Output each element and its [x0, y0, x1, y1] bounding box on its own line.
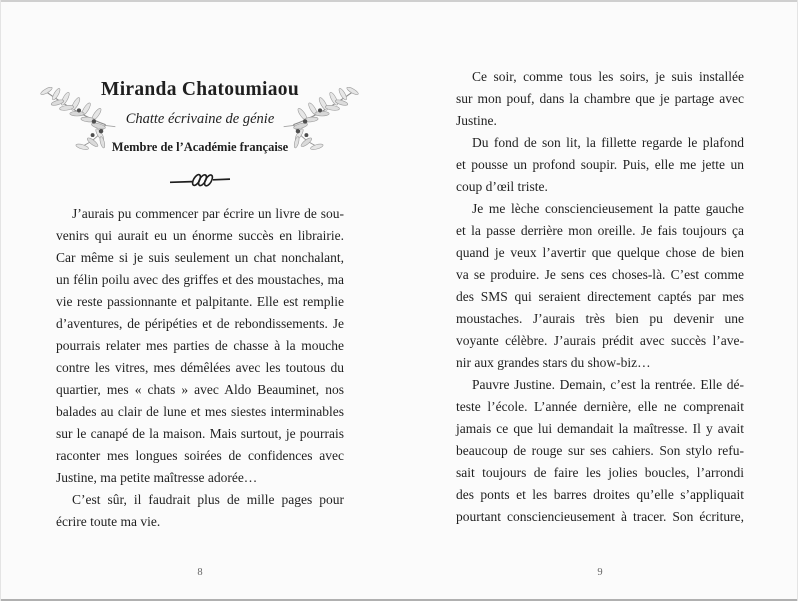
text-line: raconter mes longues soirées de confidences avec: [56, 448, 344, 463]
page-right: [399, 0, 798, 601]
text-line: sur le canapé de la maison. Mais surtout, je pourrais: [56, 426, 344, 441]
text-line: sait toujours de faire les jolies boucles, l’arrondi: [456, 465, 744, 480]
right-page-body: [456, 66, 744, 528]
squiggle-knot-divider-icon: [169, 172, 231, 188]
text-line: coup d’œil triste.: [456, 179, 548, 194]
text-line: Pauvre Justine. Demain, c’est la rentrée. Elle dé-: [472, 377, 744, 392]
left-page-body: [56, 203, 344, 533]
text-line: balades au clair de lune et mes siestes interminables: [56, 404, 344, 419]
text-line: écrire toute ma vie.: [56, 514, 161, 529]
left-page-number: 8: [197, 567, 203, 578]
text-line: pourrais relater mes parties de chasse à la mouche: [56, 338, 344, 353]
text-line: jamais ce que lui demandait la maîtresse. Il y avait: [456, 421, 744, 436]
chapter-author-name: Miranda Chatoumiaou: [100, 79, 299, 100]
chapter-author-affiliation: Membre de l’Académie française: [111, 140, 289, 154]
text-line: un félin poilu avec des griffes et des moustaches, ma: [56, 272, 344, 287]
text-line: nir aux grandes stars du show-biz…: [456, 355, 651, 370]
section-divider: [56, 172, 344, 190]
text-line: Je me lèche consciencieusement la patte gauche: [472, 201, 744, 216]
text-line: va se produire. Je sens ces choses-là. C’est comme: [456, 267, 744, 282]
text-line: Car même si je suis seulement un chat nonchalant,: [56, 250, 344, 265]
text-line: contre les vitres, mes démêlées avec les toutous du: [56, 360, 344, 375]
text-line: et pousse un profond soupir. Puis, elle me jette un: [456, 157, 744, 172]
text-line: beaucoup de rouge sur ses cahiers. Son stylo refu-: [456, 443, 744, 458]
text-line: quand je veux l’avertir que quelque chose de bien: [456, 245, 744, 260]
text-line: Ce soir, comme tous les soirs, je suis installée: [472, 69, 744, 84]
text-line: des SMS qui seraient directement captés par mes: [456, 289, 744, 304]
text-line: d’aventures, de péripéties et de rebondissements. Je: [56, 316, 344, 331]
text-line: et la passe derrière mon oreille. Je fais toujours ça: [456, 223, 744, 238]
text-line: des ponts et les barres droites qu’elle s’appliquait: [456, 487, 744, 502]
right-page-number: 9: [597, 567, 603, 578]
text-line: pourtant consciencieusement à tracer. Son écriture,: [456, 509, 744, 524]
text-line: Du fond de son lit, la fillette regarde le plafond: [472, 135, 744, 150]
left-edge-line: [0, 0, 1, 601]
text-line: moustaches. J’aurais très bien pu devenir une: [456, 311, 744, 326]
chapter-author-subtitle: Chatte écrivaine de génie: [125, 111, 275, 127]
text-line: C’est sûr, il faudrait plus de mille pages pour: [72, 492, 344, 507]
text-line: Justine.: [456, 113, 497, 128]
text-line: venirs qui aurait eu un énorme succès en librairie.: [56, 228, 344, 243]
text-line: voyante célèbre. J’aurais prédit avec succès l’ave-: [456, 333, 744, 348]
text-line: teste l’école. L’année dernière, elle ne comprenait: [456, 399, 744, 414]
text-line: sur mon pouf, dans la chambre que je partage avec: [456, 91, 744, 106]
text-line: vie reste passionnante et palpitante. Elle est remplie: [56, 294, 344, 309]
text-line: Justine, ma petite maîtresse adorée…: [56, 470, 258, 485]
text-line: J’aurais pu commencer par écrire un livre de sou-: [72, 206, 344, 221]
text-line: quartier, mes « chats » avec Aldo Beauminet, nos: [56, 382, 344, 397]
